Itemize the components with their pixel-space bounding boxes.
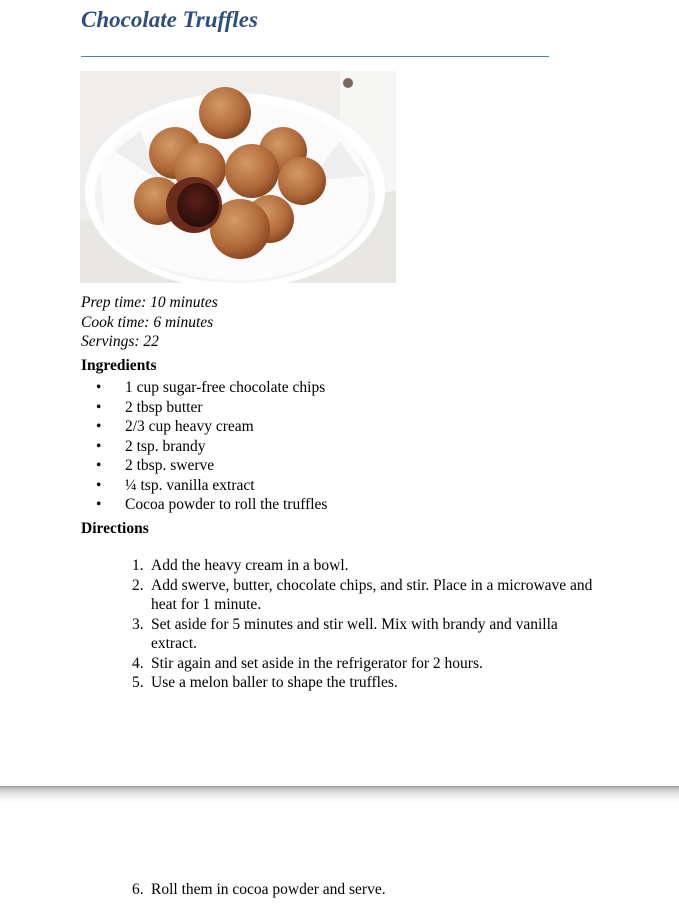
- bullet-icon: •: [96, 398, 102, 416]
- ingredients-list: [96, 378, 327, 515]
- ingredient-item: • 2/3 cup heavy cream: [96, 418, 254, 435]
- directions-heading: Directions: [81, 520, 149, 537]
- direction-step: 6. Roll them in cocoa powder and serve.: [132, 881, 386, 898]
- ingredient-item: • Cocoa powder to roll the truffles: [96, 496, 328, 513]
- title-divider: [81, 56, 549, 57]
- truffles-photo: [80, 71, 396, 283]
- direction-step: 1. Add the heavy cream in a bowl.: [132, 557, 349, 574]
- ingredient-item: • ¼ tsp. vanilla extract: [96, 476, 255, 494]
- direction-step: 2. Add swerve, butter, chocolate chips, and stir. Place in a microwave and heat for 1 minute.: [132, 576, 593, 613]
- direction-step: 3. Set aside for 5 minutes and stir well. Mix with brandy and vanilla extract.: [132, 615, 558, 652]
- ingredient-item: • 1 cup sugar-free chocolate chips: [96, 379, 326, 396]
- directions-list: [132, 556, 602, 693]
- bullet-icon: •: [96, 496, 102, 513]
- bullet-icon: •: [96, 437, 102, 455]
- direction-step: 4. Stir again and set aside in the refrigerator for 2 hours.: [132, 654, 483, 672]
- ingredient-item: • 2 tsp. brandy: [96, 437, 206, 455]
- recipe-meta: [81, 293, 218, 352]
- ingredient-item: • 2 tbsp butter: [96, 398, 203, 416]
- ingredients-heading: Ingredients: [81, 357, 157, 374]
- bullet-icon: •: [96, 379, 102, 396]
- bullet-icon: •: [96, 476, 102, 494]
- direction-step: 5. Use a melon baller to shape the truffles.: [132, 674, 398, 691]
- cook-time: Cook time: 6 minutes: [81, 313, 214, 331]
- directions-list-continued: [132, 880, 386, 900]
- ingredient-item: • 2 tbsp. swerve: [96, 457, 215, 474]
- prep-time: Prep time: 10 minutes: [81, 294, 218, 311]
- bullet-icon: •: [96, 418, 102, 435]
- recipe-title: Chocolate Truffles: [81, 7, 258, 32]
- page-break: [0, 786, 679, 802]
- bullet-icon: •: [96, 457, 102, 474]
- servings: Servings: 22: [81, 333, 159, 350]
